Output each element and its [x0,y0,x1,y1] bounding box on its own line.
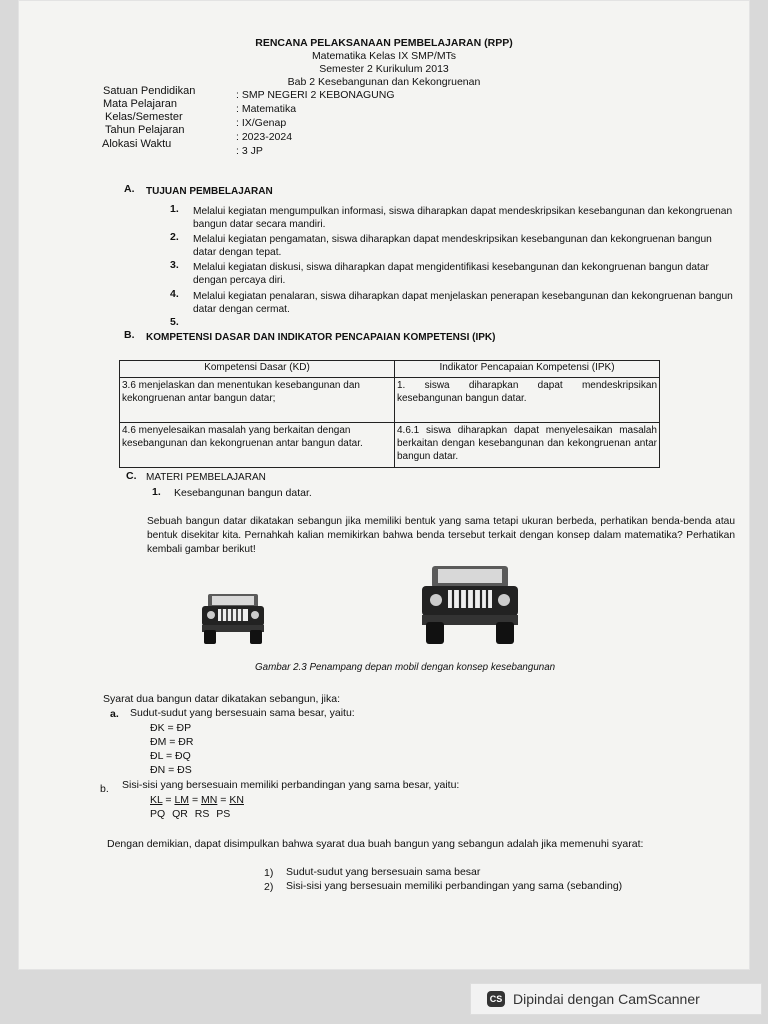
condition-number: 2) [264,881,274,893]
objective-number: 1. [170,203,179,215]
identity-label: Tahun Pelajaran [105,124,185,136]
angle-equality: ÐN = ÐS [150,764,192,776]
identity-label: Kelas/Semester [105,111,183,123]
objective-text: Melalui kegiatan diskusi, siswa diharapkan dapat mengidentifikasi kesebangunan dan kekongruenan bangun datar dengan percaya diri. [193,262,709,286]
table-cell: 4.6 menyelesaikan masalah yang berkaitan dengan kesebangunan dan kekongruenan antar bangun datar. [120,423,395,468]
material-paragraph: Sebuah bangun datar dikatakan sebangun jika memiliki bentuk yang sama tetapi ukuran berbeda, perhatikan benda-benda atau bentuk disekitar kita. Pernahkah kalian memikirkan bahwa benda tersebut terkait dengan konsep dalam matematika? Perhatikan kembali gambar berikut! [147,516,735,555]
section-b-letter: B. [124,329,135,341]
condition-text: Sisi-sisi yang bersesuain memiliki perbandingan yang sama (sebanding) [286,880,623,892]
camscanner-logo-icon: CS [487,991,505,1007]
camscanner-watermark [470,983,762,1015]
ratio-denominators [150,808,230,820]
ratio-denominator: RS [194,808,210,820]
angle-equality: ÐK = ÐP [150,722,192,734]
objective-text: Melalui kegiatan penalaran, siswa diharapkan dapat menjelaskan penerapan kesebangunan dan kekongruenan bangun datar dengan cermat. [193,291,733,315]
identity-label: Satuan Pendidikan [103,85,196,97]
ratio-denominator: PS [216,808,231,820]
ratio-numerator: KN [229,794,244,806]
ratio-numerators [150,794,244,806]
identity-value: : IX/Genap [236,117,287,129]
ratio-equals: = [165,794,172,806]
doc-semester: Semester 2 Kurikulum 2013 [319,63,449,75]
doc-subtitle: Matematika Kelas IX SMP/MTs [311,50,457,62]
conclusion-text: Dengan demikian, dapat disimpulkan bahwa syarat dua buah bangun yang sebangun adalah jika memenuhi syarat: [107,838,644,850]
objective-number: 2. [170,231,179,243]
ratio-numerator: KL [150,794,163,806]
section-a-title: TUJUAN PEMBELAJARAN [146,186,273,197]
ratio-denominator: QR [172,808,188,820]
identity-value: : Matematika [236,103,297,115]
table-row [120,423,660,468]
section-a-letter: A. [124,183,135,195]
section-c-letter: C. [126,470,137,482]
identity-value: : SMP NEGERI 2 KEBONAGUNG [236,89,395,101]
camscanner-text: Dipindai dengan CamScanner [513,991,700,1007]
item-a-text: Sudut-sudut yang bersesuain sama besar, yaitu: [130,707,355,719]
item-b-label: b. [100,783,109,795]
small-jeep-image [200,590,266,645]
ratio-denominator: PQ [150,808,166,820]
condition-number: 1) [264,867,274,879]
section-b-title: KOMPETENSI DASAR DAN INDIKATOR PENCAPAIAN KOMPETENSI (IPK) [146,332,496,343]
table-cell: 1. siswa diharapkan dapat mendeskripsikan kesebangunan bangun datar. [395,378,660,423]
identity-label: Alokasi Waktu [102,138,172,150]
ratio-numerator: LM [174,794,190,806]
competency-table [119,360,660,468]
item-b-text: Sisi-sisi yang bersesuain memiliki perbandingan yang sama besar, yaitu: [122,779,460,791]
table-header: Kompetensi Dasar (KD) [120,361,395,378]
table-cell: 4.6.1 siswa diharapkan dapat menyelesaikan masalah berkaitan dengan kesebangunan dan kekongruenan antar bangun datar. [395,423,660,468]
section-c-title: MATERI PEMBELAJARAN [146,472,266,483]
identity-value: : 2023-2024 [236,131,293,143]
ratio-equals: = [220,794,227,806]
identity-value: : 3 JP [236,145,263,157]
table-row [120,378,660,423]
table-header: Indikator Pencapaian Kompetensi (IPK) [395,361,660,378]
objective-number: 3. [170,259,179,271]
large-jeep-image [420,562,520,646]
objective-text: Melalui kegiatan mengumpulkan informasi, siswa diharapkan dapat mendeskripsikan kesebangunan dan kekongruenan bangun datar secara mandiri. [193,206,733,230]
item-a-label: a. [110,708,119,720]
ratio-equals: = [191,794,199,806]
objective-number: 5. [170,316,179,328]
angle-equality: ÐM = ÐR [150,736,194,748]
table-cell: 3.6 menjelaskan dan menentukan kesebangunan dan kekongruenan antar bangun datar; [120,378,395,423]
subsection-title: Kesebangunan bangun datar. [174,487,312,499]
doc-title: RENCANA PELAKSANAAN PEMBELAJARAN (RPP) [255,37,513,49]
condition-text: Sudut-sudut yang bersesuain sama besar [286,866,481,878]
objective-number: 4. [170,288,179,300]
table-header-row [120,361,660,378]
subsection-number: 1. [152,486,161,498]
angle-equality: ÐL = ÐQ [150,750,191,762]
doc-chapter: Bab 2 Kesebangunan dan Kekongruenan [287,76,481,88]
syarat-intro: Syarat dua bangun datar dikatakan sebangun, jika: [103,693,341,705]
figure-caption: Gambar 2.3 Penampang depan mobil dengan konsep kesebangunan [255,662,556,673]
objective-text: Melalui kegiatan pengamatan, siswa diharapkan dapat mendeskripsikan kesebangunan dan kekongruenan bangun datar dengan tepat. [193,234,712,258]
ratio-numerator: MN [201,794,218,806]
identity-label: Mata Pelajaran [103,98,177,110]
